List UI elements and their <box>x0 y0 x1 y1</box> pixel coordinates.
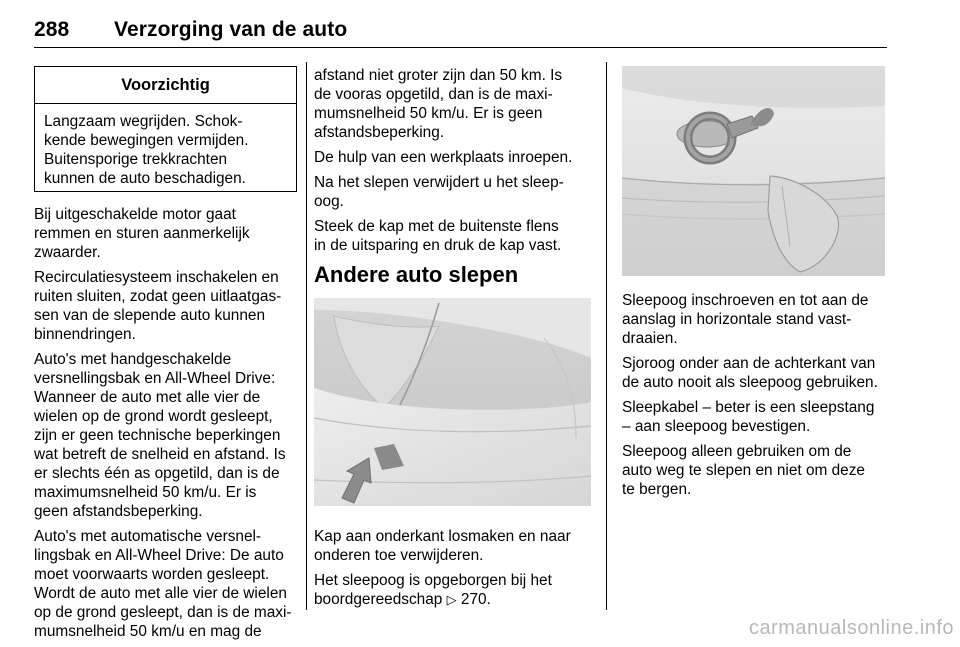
rear-bumper-drawing <box>314 298 591 506</box>
caution-line: kende bewegingen vermijden. <box>44 132 249 149</box>
column-1-text <box>34 205 304 647</box>
paragraph-lashing-eye: Sjoroog onder aan de achterkant van de auto nooit als sleepoog gebruiken. <box>622 355 878 391</box>
column-2-text-top <box>314 66 604 261</box>
page-number: 288 <box>34 18 70 41</box>
page-header <box>34 18 347 42</box>
paragraph-continued: afstand niet groter zijn dan 50 km. Is de vooras opgetild, dan is de maxi- mumsnelheid 50 km/u. Er is geen afstandsbeperking. <box>314 67 563 141</box>
paragraph-tow-cable: Sleepkabel – beter is een sleepstang – aan sleepoog bevestigen. <box>622 399 875 435</box>
section-heading: Andere auto slepen <box>314 262 519 287</box>
caution-line: kunnen de auto beschadigen. <box>44 170 246 187</box>
paragraph-recirculation: Recirculatiesysteem inschakelen en ruiten sluiten, zodat geen uitlaatgas- sen van de slepende auto kunnen binnendringen. <box>34 269 282 343</box>
caution-box <box>34 66 297 192</box>
page-reference-icon[interactable]: ▷ <box>446 592 457 607</box>
rear-bumper-illustration <box>314 298 591 506</box>
paragraph-stored: Het sleepoog is opgeborgen bij het boordgereedschap ▷ 270. <box>314 572 552 608</box>
caution-title: Voorzichtig <box>35 67 296 104</box>
watermark: carmanualsonline.info <box>748 617 954 639</box>
tow-eye-illustration <box>622 66 885 276</box>
paragraph-remove-eye: Na het slepen verwijdert u het sleep- oog. <box>314 174 564 210</box>
column-divider-1 <box>306 62 307 610</box>
page-title: Verzorging van de auto <box>114 18 348 41</box>
page-reference[interactable]: 270. <box>460 591 491 608</box>
paragraph-insert-cap: Steek de kap met de buitenste flens in de uitsparing en druk de kap vast. <box>314 218 562 254</box>
column-2-text-bottom <box>314 527 604 615</box>
paragraph-tow-only: Sleepoog alleen gebruiken om de auto weg te slepen en niet om deze te bergen. <box>622 443 865 498</box>
paragraph-workshop: De hulp van een werkplaats inroepen. <box>314 149 573 166</box>
caution-line: Langzaam wegrijden. Schok- <box>44 113 243 130</box>
column-divider-2 <box>606 62 607 610</box>
paragraph-engine-off: Bij uitgeschakelde motor gaat remmen en sturen aanmerkelijk zwaarder. <box>34 206 250 261</box>
tow-eye-drawing <box>622 66 885 276</box>
caution-line: Buitensporige trekkrachten <box>44 151 228 168</box>
header-rule <box>34 47 887 48</box>
caution-text <box>35 104 296 188</box>
paragraph-manual-awd: Auto's met handgeschakelde versnellingsbak en All-Wheel Drive: Wanneer de auto met alle vier de wielen op de grond wordt gesleept, zijn er geen technische beperkingen wat betreft de snelheid en afstand. Is er slechts één as opgetild, dan is de maximumsnelheid 50 km/u. Er is geen afstandsbeperking. <box>34 351 286 520</box>
paragraph-cap-remove: Kap aan onderkant losmaken en naar onderen toe verwijderen. <box>314 528 571 564</box>
column-3-text <box>622 291 892 505</box>
paragraph-screw-in: Sleepoog inschroeven en tot aan de aanslag in horizontale stand vast- draaien. <box>622 292 869 347</box>
paragraph-automatic-awd: Auto's met automatische versnel- lingsbak en All-Wheel Drive: De auto moet voorwaarts worden gesleept. Wordt de auto met alle vier de wielen op de grond gesleept, dan is de maxi- mumsnelheid 50 km/u en mag de <box>34 528 292 640</box>
